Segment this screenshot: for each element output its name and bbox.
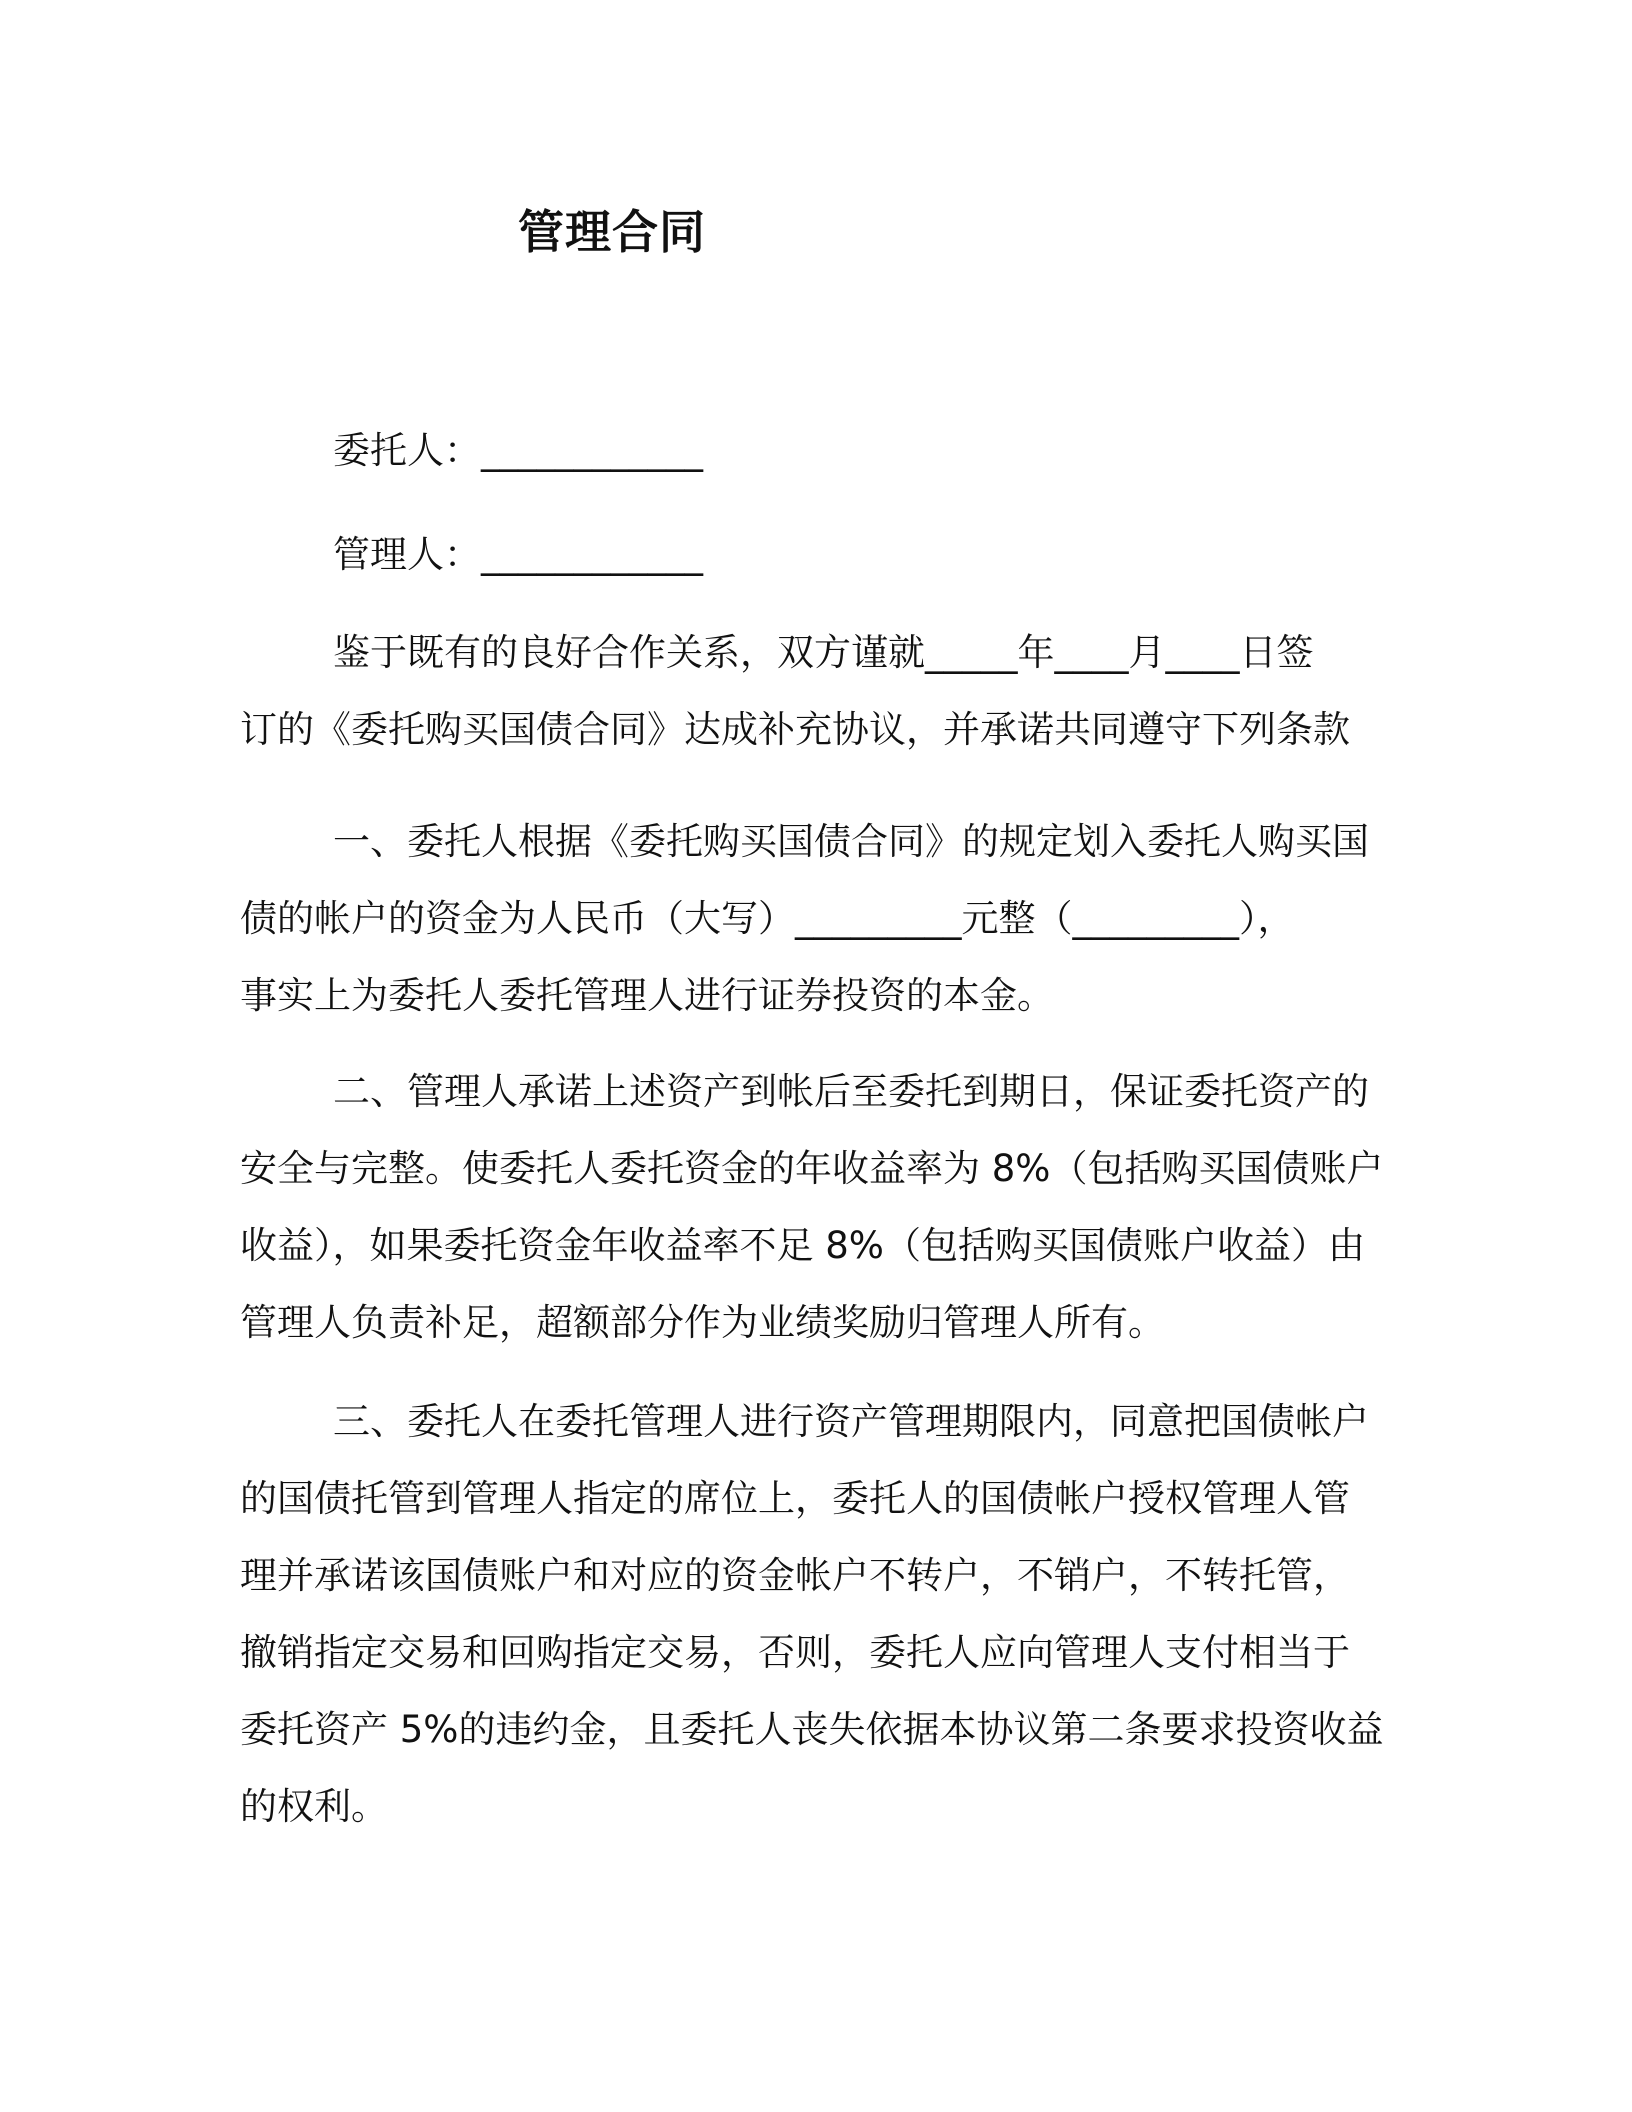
paragraph-line: 撤销指定交易和回购指定交易，否则，委托人应向管理人支付相当于	[240, 1631, 1350, 1674]
paragraph-line: 安全与完整。使委托人委托资金的年收益率为 8%（包括购买国债账户	[240, 1147, 1384, 1190]
paragraph-line: 债的帐户的资金为人民币（大写）_________元整（_________），	[240, 897, 1295, 940]
paragraph-line: 的权利。	[240, 1785, 388, 1828]
paragraph-line: 一、委托人根据《委托购买国债合同》的规定划入委托人购买国	[333, 820, 1369, 863]
clause-1-paragraph	[240, 803, 1400, 1034]
paragraph-line: 鉴于既有的良好合作关系，双方谨就_____年____月____日签	[333, 631, 1314, 674]
paragraph-line: 管理人负责补足，超额部分作为业绩奖励归管理人所有。	[240, 1301, 1165, 1344]
client-party-line: 委托人：____________	[333, 429, 703, 472]
paragraph-line: 收益），如果委托资金年收益率不足 8%（包括购买国债账户收益）由	[240, 1224, 1365, 1267]
intro-paragraph	[240, 614, 1400, 768]
document-title: 管理合同	[518, 205, 706, 259]
paragraph-line: 理并承诺该国债账户和对应的资金帐户不转户，不销户，不转托管，	[240, 1554, 1350, 1597]
paragraph-line: 事实上为委托人委托管理人进行证券投资的本金。	[240, 974, 1054, 1017]
paragraph-line: 委托资产 5%的违约金，且委托人丧失依据本协议第二条要求投资收益	[240, 1708, 1384, 1751]
clause-3-paragraph	[240, 1383, 1400, 1845]
manager-party-line: 管理人：____________	[333, 533, 703, 576]
paragraph-line: 二、管理人承诺上述资产到帐后至委托到期日，保证委托资产的	[333, 1070, 1369, 1113]
paragraph-line: 的国债托管到管理人指定的席位上，委托人的国债帐户授权管理人管	[240, 1477, 1350, 1520]
paragraph-line: 三、委托人在委托管理人进行资产管理期限内，同意把国债帐户	[333, 1400, 1369, 1443]
paragraph-line: 订的《委托购买国债合同》达成补充协议，并承诺共同遵守下列条款	[240, 708, 1350, 751]
clause-2-paragraph	[240, 1053, 1400, 1361]
